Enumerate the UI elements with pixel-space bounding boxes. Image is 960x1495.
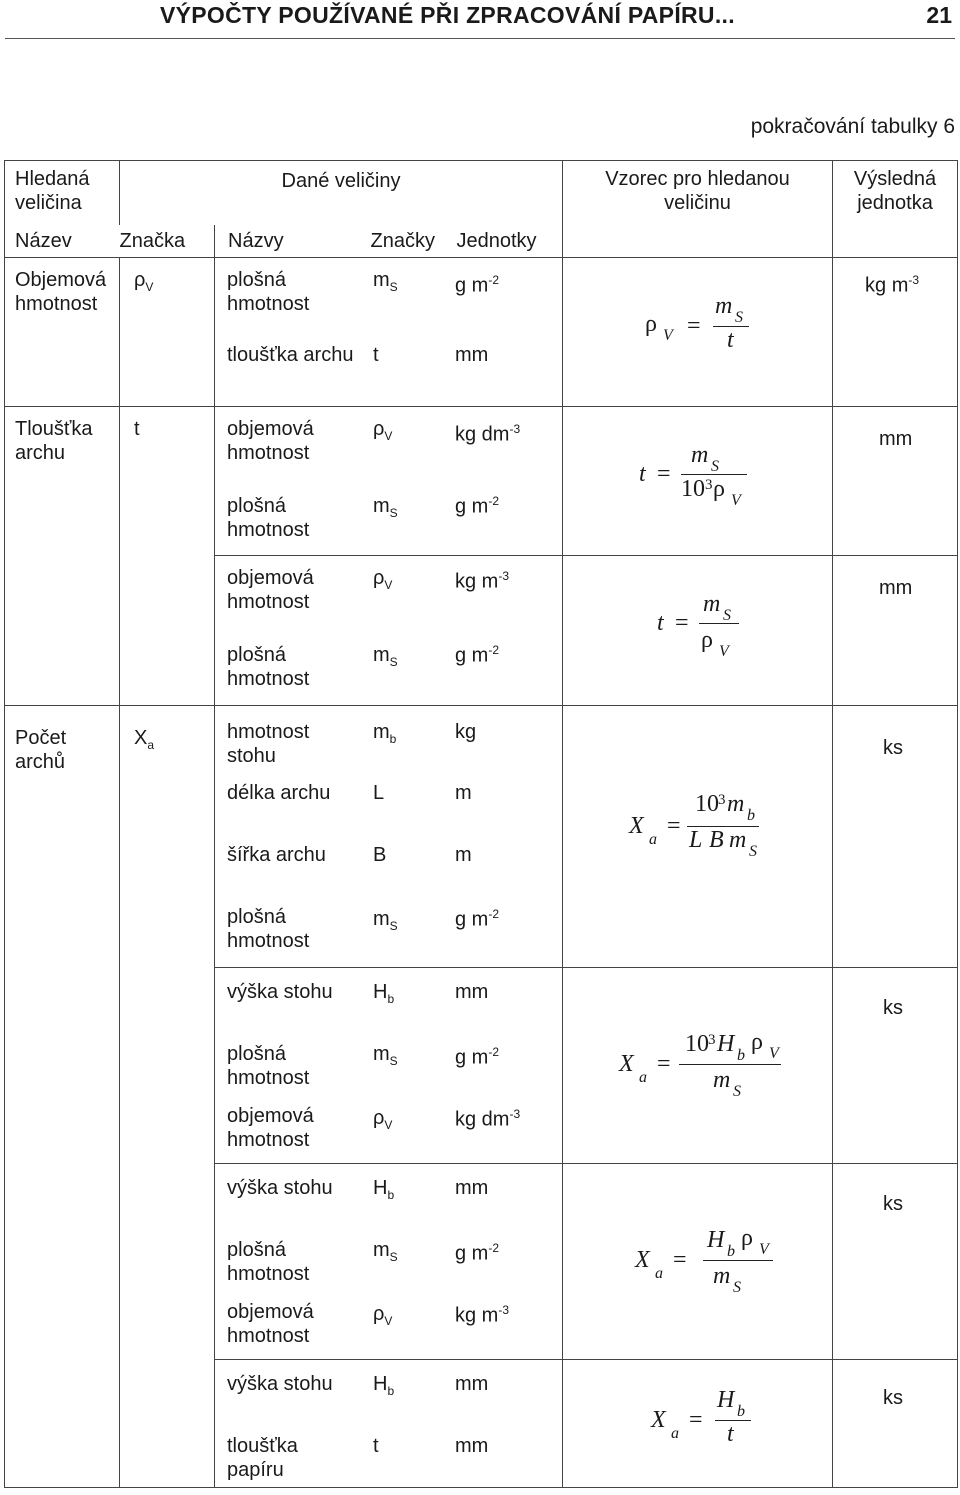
given-symbol: $m_S$: [373, 644, 398, 669]
sought-symbol: t: [134, 418, 140, 440]
given-symbol: L: [373, 782, 385, 804]
given-unit: g $m^{-2}$: [455, 1045, 500, 1069]
row-pocet-archu-4: [5, 1360, 958, 1488]
col-vysledna: Výsledná jednotka: [853, 168, 937, 214]
given-symbol: $H_b$: [373, 981, 395, 1006]
col-znacka: Značka: [119, 229, 186, 252]
given-unit: kg $dm^{-3}$: [455, 1107, 521, 1131]
given-unit: g $m^{-2}$: [455, 1241, 500, 1265]
col-dane: Dané veličiny: [281, 170, 401, 192]
result-unit: mm: [879, 428, 913, 450]
result-unit: ks: [883, 1387, 904, 1409]
given-unit: mm: [455, 344, 489, 366]
given-symbol: $\rho_V$: [373, 1107, 393, 1132]
given-name: plošná hmotnost: [227, 1043, 310, 1089]
given-name: šířka archu: [227, 844, 326, 866]
given-symbol: $H_b$: [373, 1177, 395, 1202]
given-symbol: B: [373, 844, 387, 866]
formula-xa-1: X a = 10 3 m b L B m S: [629, 791, 758, 860]
given-unit: mm: [455, 1373, 489, 1395]
given-name: hmotnost stohu: [227, 721, 310, 767]
formula-xa-2: X a = 10 3 H b ρ V m S: [563, 968, 832, 1163]
given-unit: g $m^{-2}$: [455, 643, 500, 667]
given-name: plošná hmotnost: [227, 269, 310, 315]
given-symbol: $m_S$: [373, 269, 398, 294]
header-row-2: [5, 225, 958, 258]
page-title: VÝPOČTY POUŽÍVANÉ PŘI ZPRACOVÁNÍ PAPÍRU...: [160, 2, 735, 28]
given-unit: mm: [455, 981, 489, 1003]
formula-t-1: t = m S 10 3 ρ V: [563, 407, 832, 555]
col-nazvy: Názvy: [228, 229, 284, 252]
col-hledana: Hledaná veličina: [15, 168, 90, 214]
given-symbol: t: [373, 344, 379, 366]
given-name: výška stohu: [227, 1373, 333, 1395]
result-unit: ks: [883, 997, 904, 1019]
given-unit: mm: [455, 1435, 489, 1457]
formula-xa-3: X a = H b ρ V m S: [563, 1164, 832, 1359]
table-continuation-note: pokračování tabulky 6: [750, 115, 955, 138]
given-symbol: t: [373, 1435, 379, 1457]
col-jednotky: Jednotky: [456, 229, 537, 252]
given-name: objemová hmotnost: [227, 1105, 314, 1151]
col-znacky: Značky: [370, 229, 435, 252]
result-unit: mm: [879, 577, 913, 599]
header-rule: [5, 38, 955, 39]
given-name: plošná hmotnost: [227, 1239, 310, 1285]
given-symbol: $\rho_V$: [373, 567, 393, 592]
given-unit: kg: [455, 721, 477, 743]
given-name: objemová hmotnost: [227, 1301, 314, 1347]
given-symbol: $m_S$: [373, 908, 398, 933]
given-name: objemová hmotnost: [227, 418, 314, 464]
given-unit: m: [455, 782, 472, 804]
given-symbol: $m_b$: [373, 721, 397, 746]
row-pocet-archu-2: [5, 968, 958, 1164]
given-name: výška stohu: [227, 1177, 333, 1199]
given-symbol: $m_S$: [373, 495, 398, 520]
formula-table: [4, 160, 958, 1488]
sought-symbol: $X_a$: [134, 727, 155, 752]
col-vzorec: Vzorec pro hledanou veličinu: [605, 168, 790, 214]
given-unit: g $m^{-2}$: [455, 273, 500, 297]
result-unit: ks: [883, 737, 904, 759]
formula-t-2: t = m S ρ V: [563, 556, 832, 705]
given-symbol: $H_b$: [373, 1373, 395, 1398]
given-unit: g $m^{-2}$: [455, 494, 500, 518]
given-unit: kg $m^{-3}$: [455, 569, 510, 593]
given-unit: m: [455, 844, 472, 866]
given-symbol: $\rho_V$: [373, 1303, 393, 1328]
given-name: plošná hmotnost: [227, 906, 310, 952]
header-row-1: [5, 161, 958, 225]
result-unit: kg $m^{-3}$: [865, 273, 920, 297]
row-objemova-hmotnost: [5, 258, 958, 407]
result-unit: ks: [883, 1193, 904, 1215]
row-tloustka-archu-alt: [5, 556, 958, 706]
given-name: plošná hmotnost: [227, 644, 310, 690]
row-pocet-archu: [5, 706, 958, 968]
given-symbol: $m_S$: [373, 1043, 398, 1068]
given-unit: kg $m^{-3}$: [455, 1303, 510, 1327]
given-unit: mm: [455, 1177, 489, 1199]
given-name: tloušťka papíru: [227, 1435, 298, 1481]
sought-name: Objemová hmotnost: [15, 269, 107, 315]
given-name: tloušťka archu: [227, 344, 354, 366]
given-unit: g $m^{-2}$: [455, 907, 500, 931]
formula-xa-4: X a = H b t: [563, 1360, 832, 1487]
given-symbol: $\rho_V$: [373, 418, 393, 443]
row-pocet-archu-3: [5, 1164, 958, 1360]
given-name: výška stohu: [227, 981, 333, 1003]
given-name: plošná hmotnost: [227, 495, 310, 541]
row-tloustka-archu: [5, 407, 958, 556]
given-symbol: $m_S$: [373, 1239, 398, 1264]
page-number: 21: [926, 2, 952, 28]
sought-name: Tloušťka archu: [15, 418, 93, 464]
formula-rho-v: ρ V = m S t: [563, 258, 832, 406]
given-unit: kg $dm^{-3}$: [455, 422, 521, 446]
col-nazev: Název: [15, 229, 72, 252]
sought-symbol: $\rho_V$: [134, 269, 154, 294]
given-name: délka archu: [227, 782, 331, 804]
sought-name: Počet archů: [15, 727, 67, 773]
given-name: objemová hmotnost: [227, 567, 314, 613]
